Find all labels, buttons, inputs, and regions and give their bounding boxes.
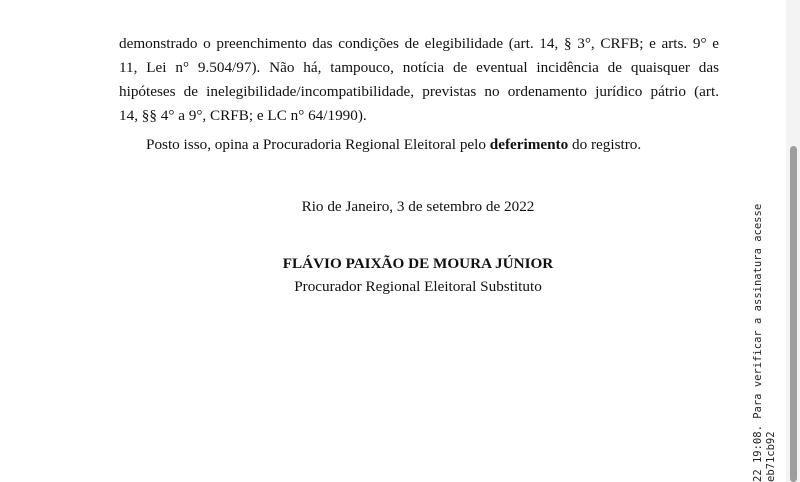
paragraph-opinion (146, 133, 641, 157)
scrollbar-thumb[interactable] (790, 146, 797, 482)
signature-stamp-line: 22 19:08. Para verificar a assinatura acesse (752, 203, 764, 482)
opinion-text-after: do registro. (568, 136, 642, 153)
paragraph-line: hipóteses de inelegibilidade/incompatibilidade, previstas no ordenamento jurídico pátrio (art. (119, 83, 719, 100)
opinion-bold-term: deferimento (489, 136, 569, 153)
digital-signature-stamp (752, 192, 786, 482)
paragraph-line: 11, Lei n° 9.504/97). Não há, tampouco, notícia de eventual incidência de quaisquer das (119, 59, 719, 76)
signature-stamp-hash: eb71cb92 (765, 431, 777, 482)
signer-role: Procurador Regional Eleitoral Substituto (294, 278, 542, 295)
opinion-text-before: Posto isso, opina a Procuradoria Regional Eleitoral pelo (146, 136, 490, 153)
paragraph-line: demonstrado o preenchimento das condições de elegibilidade (art. 14, § 3°, CRFB; e arts. 9° e (119, 35, 719, 52)
place-and-date: Rio de Janeiro, 3 de setembro de 2022 (301, 198, 535, 215)
paragraph-eligibility (119, 32, 719, 128)
vertical-scrollbar[interactable] (786, 0, 800, 482)
signer-name: FLÁVIO PAIXÃO DE MOURA JÚNIOR (282, 255, 554, 272)
paragraph-line: 14, §§ 4° a 9°, CRFB; e LC n° 64/1990). (119, 107, 367, 124)
